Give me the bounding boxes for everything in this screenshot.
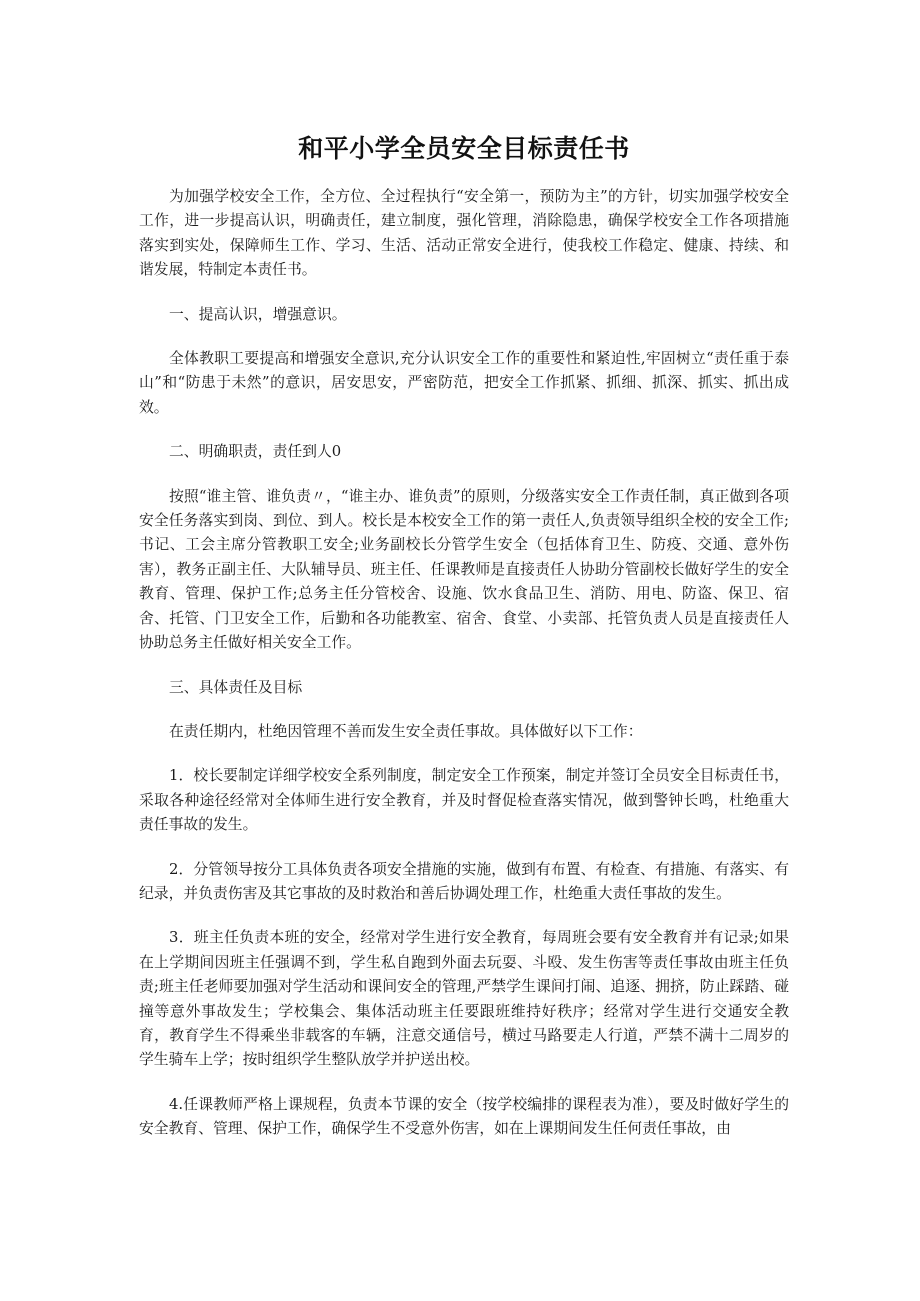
item-1-paragraph: 1．校长要制定详细学校安全系列制度，制定安全工作预案，制定并签订全员安全目标责任书，采取各种途径经常对全体师生进行安全教育，并及时督促检查落实情况，做到警钟长鸣，杜绝重大责任事故的发生。 [139, 767, 789, 834]
section-2-paragraph: 按照“谁主管、谁负责〃，“谁主办、谁负责”的原则，分级落实安全工作责任制，真正做到各项安全任务落实到岗、到位、到人。校长是本校安全工作的第一责任人,负责领导组织全校的安全工作;书记、工会主席分管教职工安全;业务副校长分管学生安全（包括体育卫生、防疫、交通、意外伤害），教务正副主任、大队辅导员、班主任、任课教师是直接责任人协助分管副校长做好学生的安全教育、管理、保护工作;总务主任分管校舍、设施、饮水食品卫生、消防、用电、防盗、保卫、宿舍、托管、门卫安全工作，后勤和各功能教室、宿舍、食堂、小卖部、托管负责人员是直接责任人协助总务主任做好相关安全工作。 [139, 487, 789, 652]
section-heading-3: 三、具体责任及目标 [169, 678, 303, 696]
section-1-paragraph: 全体教职工要提高和增强安全意识,充分认识安全工作的重要性和紧迫性,牢固树立“责任重于泰山”和“防患于未然”的意识，居安思安，严密防范，把安全工作抓紧、抓细、抓深、抓实、抓出成效。 [139, 350, 789, 416]
section-heading-2: 二、明确职责，责任到人0 [169, 443, 342, 461]
document-title: 和平小学全员安全目标责任书 [298, 134, 630, 163]
item-4-paragraph: 4.任课教师严格上课规程，负责本节课的安全（按学校编排的课程表为准），要及时做好学生的安全教育、管理、保护工作，确保学生不受意外伤害，如在上课期间发生任何责任事故，由 [139, 1095, 789, 1138]
document-page [139, 0, 789, 1142]
intro-paragraph: 为加强学校安全工作，全方位、全过程执行“安全第一，预防为主”的方针，切实加强学校安全工作，进一步提高认识，明确责任，建立制度，强化管理，消除隐患，确保学校安全工作各项措施落实到实处，保障师生工作、学习、生活、活动正常安全进行，使我校工作稳定、健康、持续、和谐发展，特制定本责任书。 [139, 188, 789, 279]
section-heading-1: 一、提高认识，增强意识。 [169, 305, 347, 323]
item-2-paragraph: 2．分管领导按分工具体负责各项安全措施的实施，做到有布置、有检查、有措施、有落实、有纪录，并负责伤害及其它事故的及时救治和善后协调处理工作，杜绝重大责任事故的发生。 [139, 860, 789, 902]
section-3-intro: 在责任期内，杜绝因管理不善而发生安全责任事故。具体做好以下工作： [169, 722, 643, 740]
item-3-paragraph: 3．班主任负责本班的安全，经常对学生进行安全教育，每周班会要有安全教育并有记录;如果在上学期间因班主任强调不到，学生私自跑到外面去玩耍、斗殴、发生伤害等责任事故由班主任负责;班主任老师要加强对学生活动和课间安全的管理,严禁学生课间打闹、追逐、拥挤，防止踩踏、碰撞等意外事故发生；学校集会、集体活动班主任要跟班维持好秩序；经常对学生进行交通安全教育，教育学生不得乘坐非载客的车辆，注意交通信号，横过马路要走人行道，严禁不满十二周岁的学生骑车上学；按时组织学生整队放学并护送出校。 [139, 929, 789, 1069]
